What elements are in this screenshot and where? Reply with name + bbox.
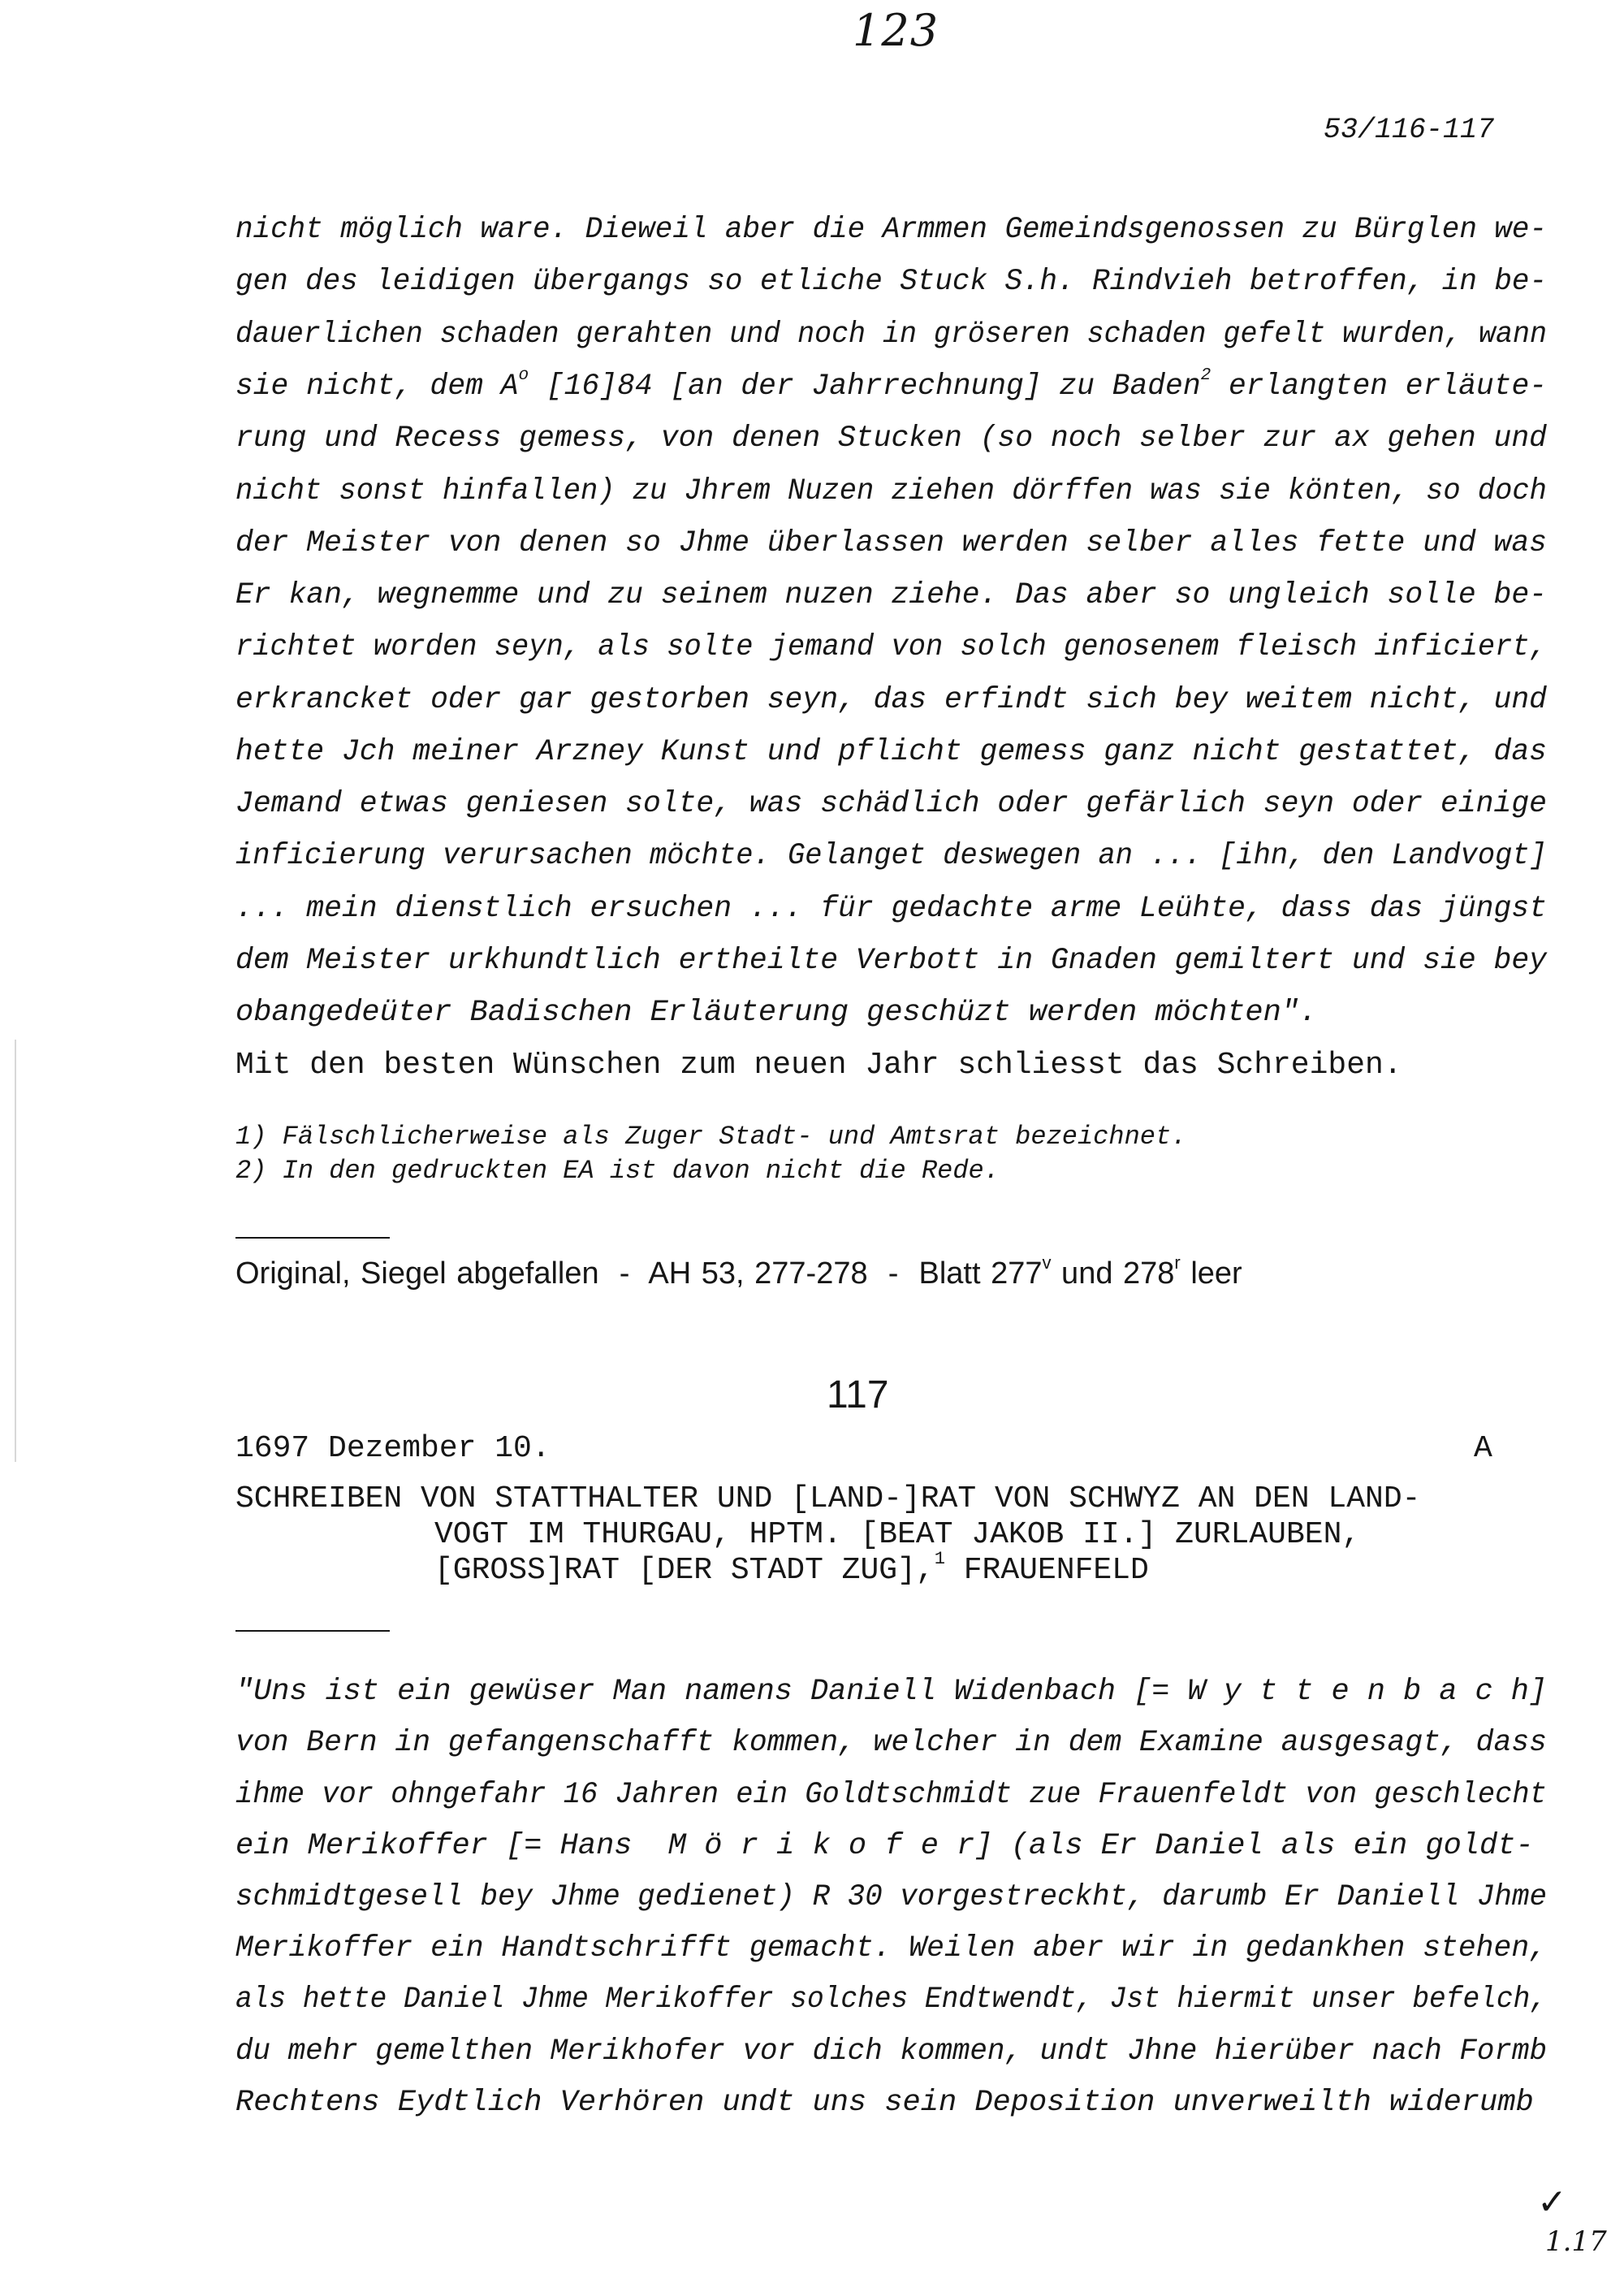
superscript: r — [1174, 1252, 1181, 1273]
handwritten-page-number: 123 — [853, 5, 939, 56]
footnote-marker: 2 — [1200, 365, 1212, 386]
superscript: v — [1042, 1252, 1052, 1273]
body-line: obangedeüter Badischen Erläuterung geschüzt werden möchten". — [235, 996, 1318, 1030]
heading-line: VOGT IM THURGAU, HPTM. [BEAT JAKOB II.] ZURLAUBEN, — [434, 1517, 1361, 1552]
quote-line: ein Merikoffer [= Hans M ö r i k o f e r] (als Er Daniel als ein goldt- — [235, 1829, 1534, 1863]
source-text: leer — [1180, 1256, 1242, 1291]
body-line: ... mein dienstlich ersuchen ... für gedachte arme Leühte, dass das jüngst — [235, 892, 1547, 926]
footnote-marker: 1 — [934, 1548, 945, 1569]
source-text: Original, Siegel abgefallen - AH 53, 277-278 - Blatt 277 — [235, 1256, 1043, 1291]
body-line: gen des leidigen übergangs so etliche Stuck S.h. Rindvieh betroffen, in be- — [235, 265, 1547, 299]
quote-line: "Uns ist ein gewüser Man namens Daniell Widenbach [= W y t t e n b a c h] — [235, 1675, 1548, 1709]
heading-divider — [235, 1630, 390, 1632]
body-text: [16]84 [an der Jahrrechnung] zu Baden — [529, 370, 1201, 404]
body-line: hette Jch meiner Arzney Kunst und pflicht gemess ganz nicht gestattet, das — [235, 735, 1547, 769]
scan-edge-line — [15, 1040, 16, 1462]
body-line: rung und Recess gemess, von denen Stucken (so noch selber zur ax gehen und — [235, 422, 1547, 456]
checkmark-icon: ✓ — [1537, 2182, 1567, 2223]
footnote: 2) In den gedruckten EA ist davon nicht die Rede. — [235, 1156, 1000, 1186]
body-line: nicht sonst hinfallen) zu Jhrem Nuzen ziehen dörffen was sie könten, so doch — [235, 474, 1547, 508]
footnote: 1) Fälschlicherweise als Zuger Stadt- und Amtsrat bezeichnet. — [235, 1122, 1187, 1152]
quote-line: Merikoffer ein Handtschrifft gemacht. Weilen aber wir in gedankhen stehen, — [235, 1931, 1547, 1965]
source-divider — [235, 1237, 390, 1239]
document-classification: A — [1474, 1431, 1492, 1466]
body-line: dem Meister urkhundtlich ertheilte Verbott in Gnaden gemiltert und sie bey — [235, 944, 1547, 978]
quote-line: von Bern in gefangenschafft kommen, welcher in dem Examine ausgesagt, dass — [235, 1726, 1547, 1760]
quote-line: schmidtgesell bey Jhme gedienet) R 30 vorgestreckht, darumb Er Daniell Jhme — [235, 1880, 1547, 1914]
handwritten-corner-number: 1.17 — [1545, 2225, 1607, 2258]
archive-reference: 53/116-117 — [1324, 114, 1495, 146]
body-line: Er kan, wegnemme und zu seinem nuzen ziehe. Das aber so ungleich solle be- — [235, 578, 1547, 612]
body-text: erlangten erläute- — [1211, 370, 1548, 404]
source-text: und 278 — [1051, 1256, 1175, 1291]
source-note — [235, 1252, 1242, 1291]
superscript: o — [518, 365, 529, 386]
heading-line — [434, 1548, 1149, 1588]
heading-line: SCHREIBEN VON STATTHALTER UND [LAND-]RAT VON SCHWYZ AN DEN LAND- — [235, 1481, 1421, 1516]
body-line — [235, 365, 1548, 404]
quote-line: ihme vor ohngefahr 16 Jahren ein Goldtschmidt zue Frauenfeldt von geschlecht — [235, 1778, 1547, 1812]
body-line: erkrancket oder gar gestorben seyn, das erfindt sich bey weitem nicht, und — [235, 683, 1547, 717]
body-text: sie nicht, dem A — [235, 370, 519, 404]
body-line: Jemand etwas geniesen solte, was schädlich oder gefärlich seyn oder einige — [235, 787, 1547, 821]
document-date: 1697 Dezember 10. — [235, 1431, 551, 1466]
body-line: inficierung verursachen möchte. Gelanget deswegen an ... [ihn, den Landvogt] — [235, 839, 1547, 873]
quote-line: als hette Daniel Jhme Merikoffer solches Endtwendt, Jst hiermit unser befelch, — [235, 1983, 1547, 2017]
body-line: dauerlichen schaden gerahten und noch in gröseren schaden gefelt wurden, wann — [235, 318, 1547, 352]
body-line: richtet worden seyn, als solte jemand von solch genosenem fleisch inficiert, — [235, 630, 1547, 664]
body-line: der Meister von denen so Jhme überlassen werden selber alles fette und was — [235, 526, 1547, 560]
heading-text: [GROSS]RAT [DER STADT ZUG], — [434, 1553, 935, 1588]
heading-text: FRAUENFELD — [944, 1553, 1149, 1588]
quote-line: du mehr gemelthen Merikhofer vor dich kommen, undt Jhne hierüber nach Formb — [235, 2035, 1547, 2069]
document-number: 117 — [827, 1373, 889, 1416]
body-line: nicht möglich ware. Dieweil aber die Armmen Gemeindsgenossen zu Bürglen we- — [235, 213, 1547, 247]
quote-line: Rechtens Eydtlich Verhören undt uns sein Deposition unverweilth widerumb — [235, 2086, 1534, 2120]
closing-line: Mit den besten Wünschen zum neuen Jahr schliesst das Schreiben. — [235, 1048, 1402, 1083]
